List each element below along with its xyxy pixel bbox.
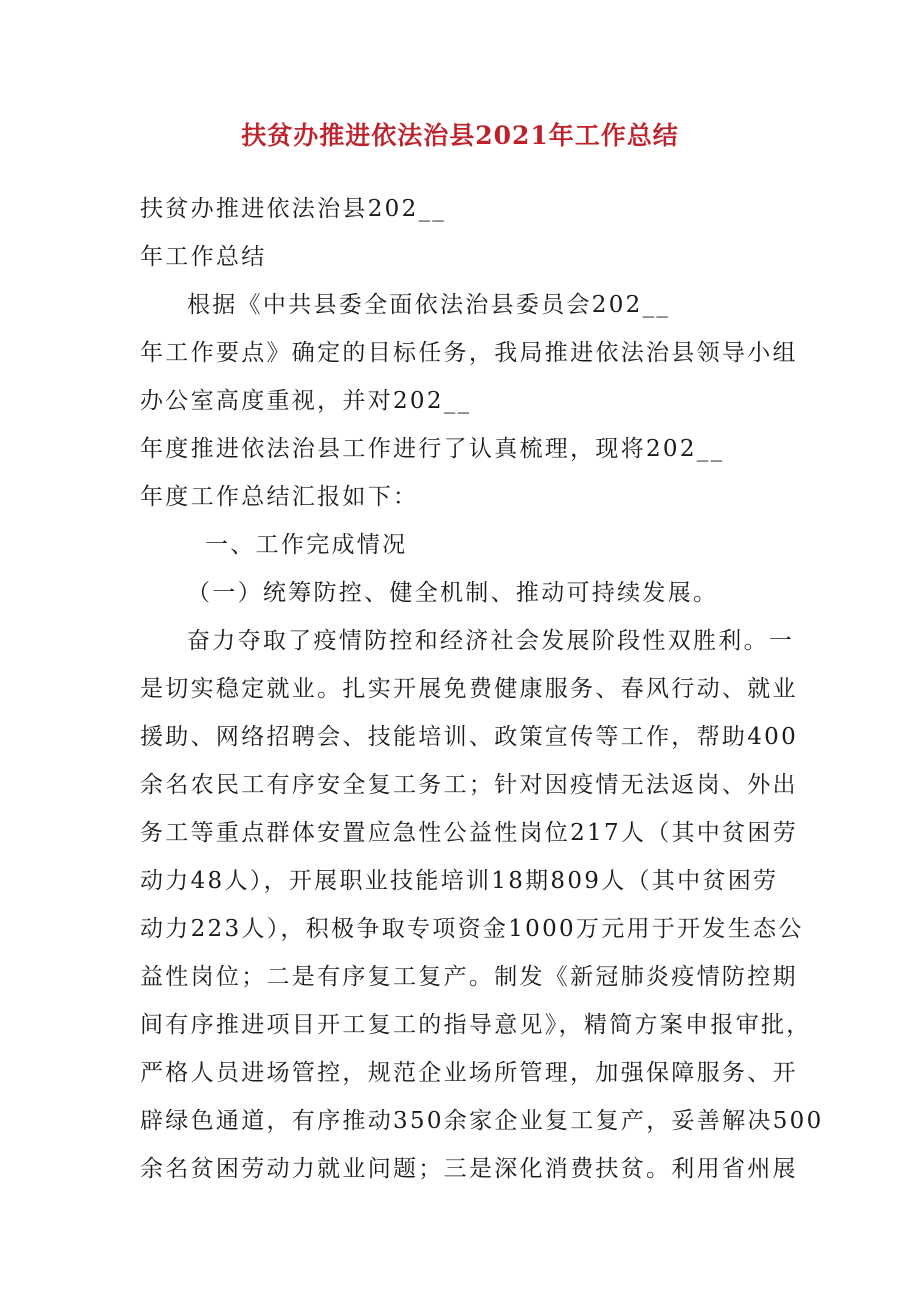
text-line: 年工作要点》确定的目标任务，我局推进依法治县领导小组 bbox=[140, 340, 798, 366]
text-line: 务工等重点群体安置应急性公益性岗位217人（其中贫困劳 bbox=[140, 820, 798, 846]
text-line: 根据《中共县委全面依法治县委员会202__ bbox=[187, 292, 671, 318]
text-line: 间有序推进项目开工复工的指导意见》，精简方案申报审批， bbox=[140, 1012, 812, 1038]
text-line: 年工作总结 bbox=[140, 244, 267, 270]
section-heading: 一、工作完成情况 bbox=[205, 532, 408, 558]
text-line: 是切实稳定就业。扎实开展免费健康服务、春风行动、就业 bbox=[140, 676, 798, 702]
document-title: 扶贫办推进依法治县2021年工作总结 bbox=[241, 121, 679, 150]
text-line: 奋力夺取了疫情防控和经济社会发展阶段性双胜利。一 bbox=[187, 628, 795, 654]
subsection-heading: （一）统筹防控、健全机制、推动可持续发展。 bbox=[187, 580, 719, 606]
text-line: 动力223人），积极争取专项资金1000万元用于开发生态公 bbox=[140, 916, 804, 942]
text-line: 办公室高度重视，并对202__ bbox=[140, 388, 472, 414]
text-line: 辟绿色通道，有序推动350余家企业复工复产，妥善解决500 bbox=[140, 1108, 824, 1134]
text-line: 年度工作总结汇报如下： bbox=[140, 484, 419, 510]
text-line: 余名农民工有序安全复工务工；针对因疫情无法返岗、外出 bbox=[140, 772, 798, 798]
text-line: 援助、网络招聘会、技能培训、政策宣传等工作，帮助400 bbox=[140, 724, 798, 750]
text-line: 严格人员进场管控，规范企业场所管理，加强保障服务、开 bbox=[140, 1060, 798, 1086]
text-line: 余名贫困劳动力就业问题；三是深化消费扶贫。利用省州展 bbox=[140, 1156, 798, 1182]
text-line: 益性岗位；二是有序复工复产。制发《新冠肺炎疫情防控期 bbox=[140, 964, 798, 990]
text-line: 动力48人），开展职业技能培训18期809人（其中贫困劳 bbox=[140, 868, 779, 894]
text-line: 扶贫办推进依法治县202__ bbox=[140, 196, 447, 222]
text-line: 年度推进依法治县工作进行了认真梳理，现将202__ bbox=[140, 436, 725, 462]
